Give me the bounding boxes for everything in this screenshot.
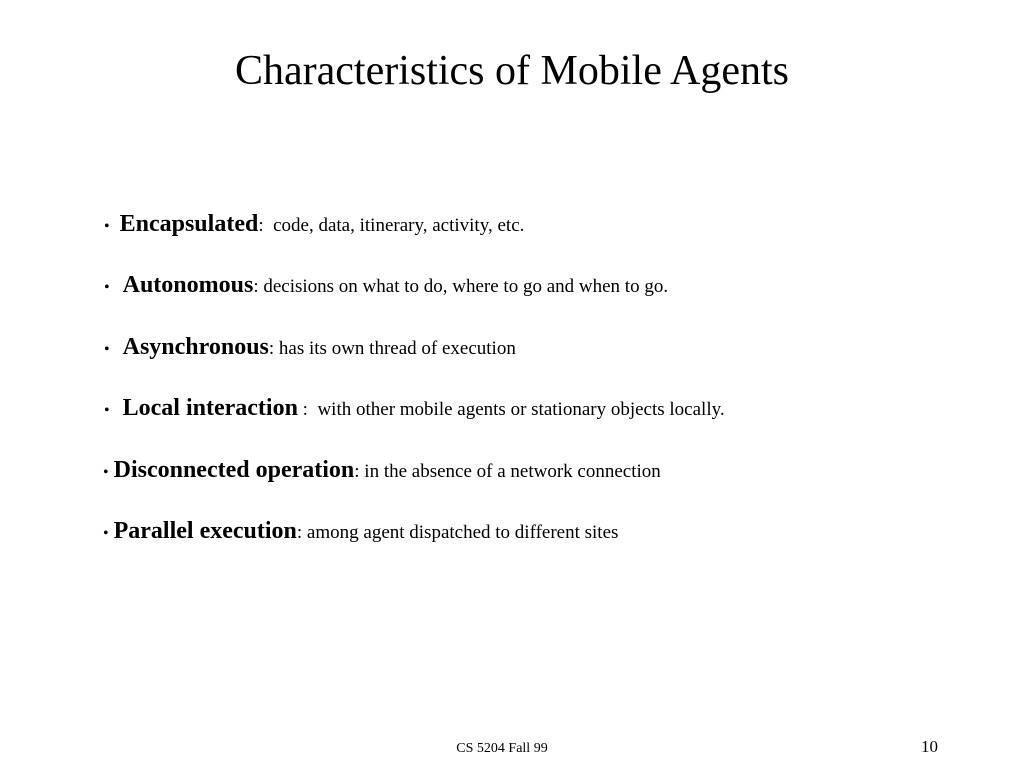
bullet-item-encapsulated	[104, 209, 524, 239]
bullet-separator: :	[253, 276, 264, 297]
bullet-item-local-interaction	[104, 393, 725, 423]
bullet-term: Asynchronous	[122, 334, 269, 360]
bullet-item-parallel-execution	[103, 516, 618, 546]
slide-title: Characteristics of Mobile Agents	[234, 48, 790, 94]
bullet-icon: •	[104, 402, 110, 419]
page-number: 10	[921, 737, 938, 756]
bullet-description: code, data, itinerary, activity, etc.	[273, 215, 525, 236]
bullet-separator: :	[296, 522, 307, 543]
bullet-icon: •	[104, 218, 110, 235]
bullet-term: Disconnected operation	[113, 457, 355, 483]
bullet-description: with other mobile agents or stationary objects locally.	[317, 399, 725, 420]
bullet-description: decisions on what to do, where to go and when to go.	[263, 276, 669, 297]
bullet-item-disconnected-operation	[103, 455, 661, 485]
bullet-description: in the absence of a network connection	[364, 461, 661, 482]
bullet-separator: :	[354, 461, 365, 482]
bullet-separator: :	[297, 399, 318, 420]
bullet-item-asynchronous	[104, 332, 516, 362]
bullet-term: Encapsulated	[119, 211, 259, 237]
bullet-separator: :	[258, 215, 274, 236]
bullet-icon: •	[104, 341, 110, 358]
bullet-term: Autonomous	[122, 272, 254, 298]
bullet-icon: •	[103, 464, 109, 481]
bullet-term: Parallel execution	[113, 518, 297, 544]
bullet-icon: •	[103, 525, 109, 542]
bullet-description: among agent dispatched to different sites	[306, 522, 619, 543]
bullet-separator: :	[268, 338, 279, 359]
bullet-icon: •	[104, 279, 110, 296]
bullet-description: has its own thread of execution	[278, 338, 516, 359]
bullet-term: Local interaction	[122, 395, 298, 421]
bullet-item-autonomous	[104, 270, 668, 300]
slide-footer: CS 5204 Fall 99	[456, 741, 548, 756]
